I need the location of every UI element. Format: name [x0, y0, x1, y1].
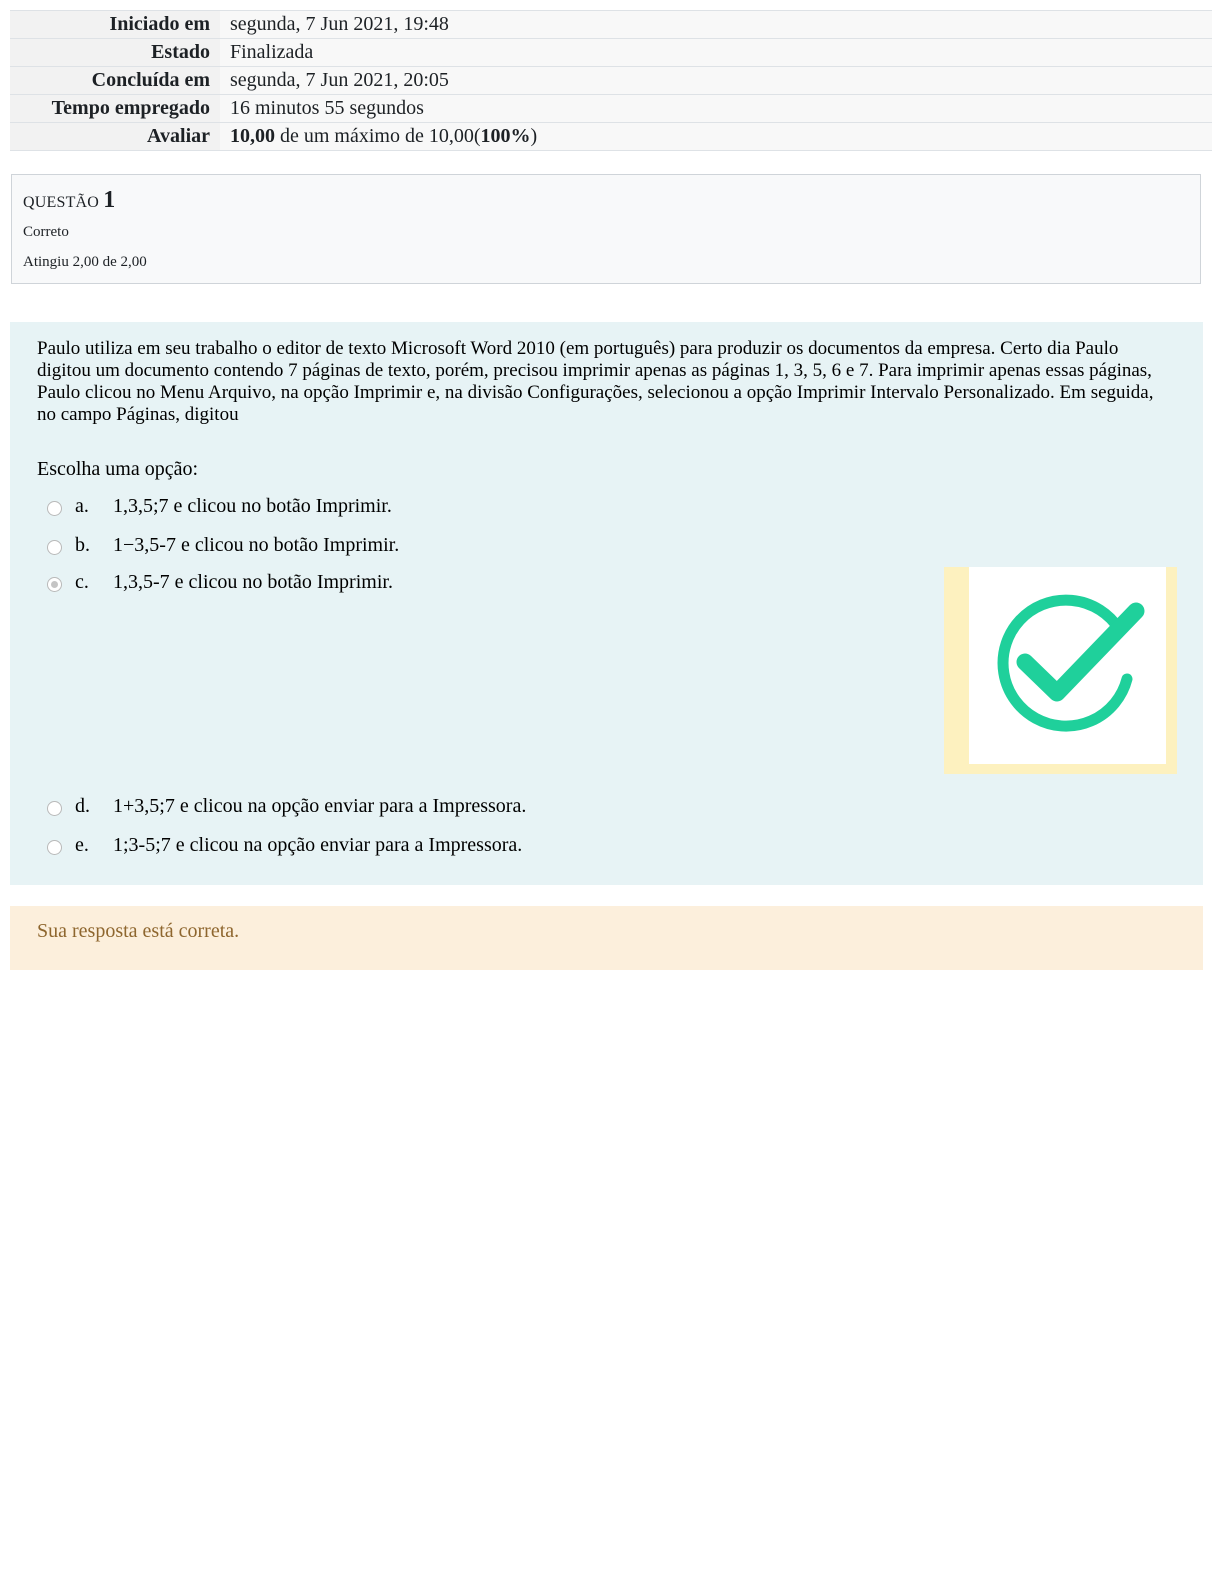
answer-prompt: Escolha uma opção:: [37, 458, 199, 480]
question-state: Correto: [23, 224, 69, 240]
summary-row-completed: [10, 66, 1212, 94]
answer-option-a[interactable]: [37, 487, 1176, 526]
time-value: 16 minutos 55 segundos: [220, 95, 1212, 122]
question-text: Paulo utiliza em seu trabalho o editor de texto Microsoft Word 2010 (em português) para produzir os documentos da empresa. Certo dia Paulo digitou um documento contendo 7 páginas de texto, porém, precisou imprimir apenas as páginas 1, 3, 5, 6 e 7. Para imprimir apenas essas páginas, Paulo clicou no Menu Arquivo, na opção Imprimir e, na divisão Configurações, selecionou a opção Imprimir Intervalo Personalizado. Em seguida, no campo Páginas, digitou: [37, 338, 1154, 425]
option-text: 1,3,5;7 e clicou no botão Imprimir.: [113, 495, 392, 517]
grade-score: 10,00: [230, 125, 275, 147]
summary-row-time: [10, 94, 1212, 122]
question-label: QUESTÃO: [23, 194, 100, 211]
grade-mid: de um máximo de 10,00(: [275, 125, 481, 147]
radio-button-a[interactable]: [47, 501, 62, 516]
option-text: 1−3,5-7 e clicou no botão Imprimir.: [113, 534, 400, 556]
completed-label: Concluída em: [10, 67, 220, 94]
grade-value: [220, 123, 1212, 150]
summary-row-state: [10, 38, 1212, 66]
option-letter: d.: [75, 795, 90, 817]
grade-label: Avaliar: [10, 123, 220, 150]
correct-image-frame: [969, 567, 1166, 764]
answer-option-d[interactable]: [37, 787, 1176, 826]
state-label: Estado: [10, 39, 220, 66]
summary-row-grade: [10, 122, 1212, 151]
summary-row-started: [10, 10, 1212, 38]
option-letter: c.: [75, 571, 89, 593]
correct-answer-image: [944, 567, 1177, 774]
answer-option-b[interactable]: [37, 526, 1176, 565]
attempt-summary-table: [10, 10, 1212, 151]
question-number: [23, 185, 1189, 218]
option-letter: a.: [75, 495, 89, 517]
question-number-value: 1: [103, 187, 116, 213]
radio-button-c-selected[interactable]: [47, 577, 62, 592]
completed-value: segunda, 7 Jun 2021, 20:05: [220, 67, 1212, 94]
started-label: Iniciado em: [10, 11, 220, 38]
radio-button-b[interactable]: [47, 540, 62, 555]
question-info-box: [11, 174, 1201, 284]
option-text: 1;3-5;7 e clicou na opção enviar para a Impressora.: [113, 834, 523, 856]
feedback-message: Sua resposta está correta.: [10, 906, 1203, 970]
question-grade: Atingiu 2,00 de 2,00: [23, 254, 147, 270]
radio-button-d[interactable]: [47, 801, 62, 816]
grade-percent: 100%: [480, 125, 531, 147]
check-circle-icon: [969, 567, 1166, 764]
time-label: Tempo empregado: [10, 95, 220, 122]
option-letter: b.: [75, 534, 90, 556]
radio-button-e[interactable]: [47, 840, 62, 855]
option-text: 1,3,5-7 e clicou no botão Imprimir.: [113, 571, 393, 593]
answer-option-e[interactable]: [37, 826, 1176, 865]
started-value: segunda, 7 Jun 2021, 19:48: [220, 11, 1212, 38]
option-text: 1+3,5;7 e clicou na opção enviar para a Impressora.: [113, 795, 527, 817]
question-content: [10, 322, 1203, 885]
state-value: Finalizada: [220, 39, 1212, 66]
option-letter: e.: [75, 834, 89, 856]
grade-end: ): [530, 125, 538, 147]
